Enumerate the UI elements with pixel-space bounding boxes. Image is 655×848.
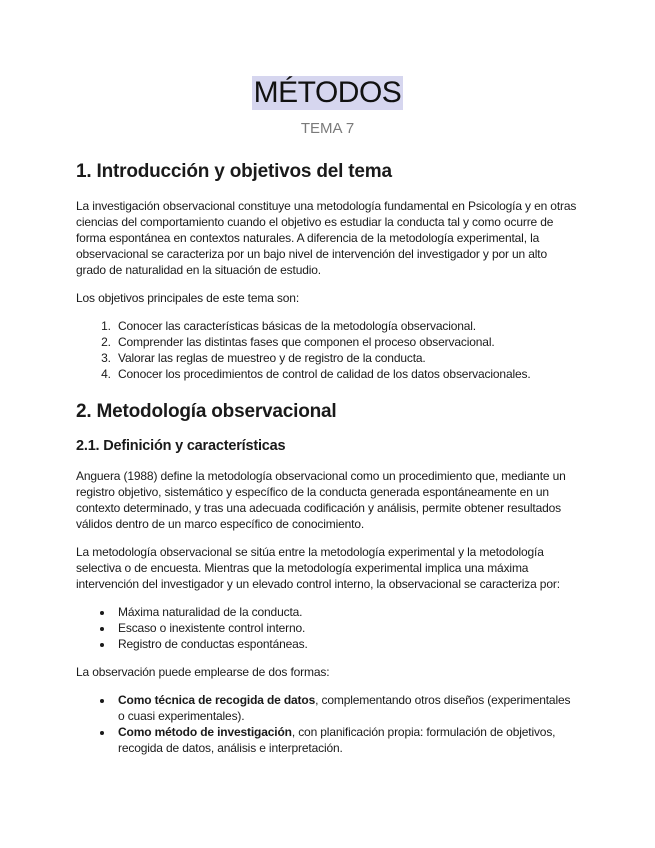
objective-item: 3. Valorar las reglas de muestreo y de registro de la conducta. (114, 350, 579, 366)
section-1-heading: 1. Introducción y objetivos del tema (76, 161, 392, 182)
objective-item: 4. Conocer los procedimientos de control de calidad de los datos observacionales. (114, 366, 579, 382)
comparison-paragraph: La metodología observacional se sitúa entre la metodología experimental y la metodología selectiva o de encuesta. Mientras que la metodología experimental implica una máxima intervención del investigador y un elevado control interno, la observacional se caracteriza por: (76, 545, 560, 591)
forms-list (76, 692, 579, 756)
forms-lead-paragraph: La observación puede emplearse de dos formas: (76, 665, 330, 679)
subsection-2-1-heading: 2.1. Definición y características (76, 438, 286, 454)
form-item-text: , con planificación propia: formulación de objetivos, recogida de datos, análisis e interpretación. (118, 725, 556, 755)
title-block (76, 0, 579, 110)
objectives-lead-paragraph: Los objetivos principales de este tema son: (76, 291, 300, 305)
form-item-bold: Como técnica de recogida de datos (118, 693, 316, 707)
document-title: MÉTODOS (253, 76, 402, 109)
section-2-heading: 2. Metodología observacional (76, 401, 337, 422)
definition-paragraph: Anguera (1988) define la metodología observacional como un procedimiento que, mediante un registro objetivo, sistemático y específico de la conducta generada espontáneamente en un contexto determinado, y tras una adecuada codificación y análisis, permite obtener resultados válidos dentro de un marco específico de conocimiento. (76, 469, 566, 531)
form-item-bold: Como método de investigación (118, 725, 292, 739)
features-list (76, 604, 579, 652)
objective-item: 1. Conocer las características básicas de la metodología observacional. (114, 318, 579, 334)
feature-item: • Escaso o inexistente control interno. (114, 620, 579, 636)
objective-item: 2. Comprender las distintas fases que componen el proceso observacional. (114, 334, 579, 350)
document-subtitle: TEMA 7 (300, 120, 355, 137)
form-item (114, 724, 579, 756)
form-item-text: , complementando otros diseños (experimentales o cuasi experimentales). (118, 693, 571, 723)
feature-item: • Máxima naturalidad de la conducta. (114, 604, 579, 620)
form-item (114, 692, 579, 724)
section-1-intro-paragraph: La investigación observacional constituye una metodología fundamental en Psicología y en otras ciencias del comportamiento cuando el objetivo es estudiar la conducta tal y como ocurre de forma espontánea en contextos naturales. A diferencia de la metodología experimental, la observacional se caracteriza por un bajo nivel de intervención del investigador y por un alto grado de naturalidad en la situación de estudio. (76, 199, 577, 277)
objectives-list (76, 318, 579, 382)
feature-item: • Registro de conductas espontáneas. (114, 636, 579, 652)
